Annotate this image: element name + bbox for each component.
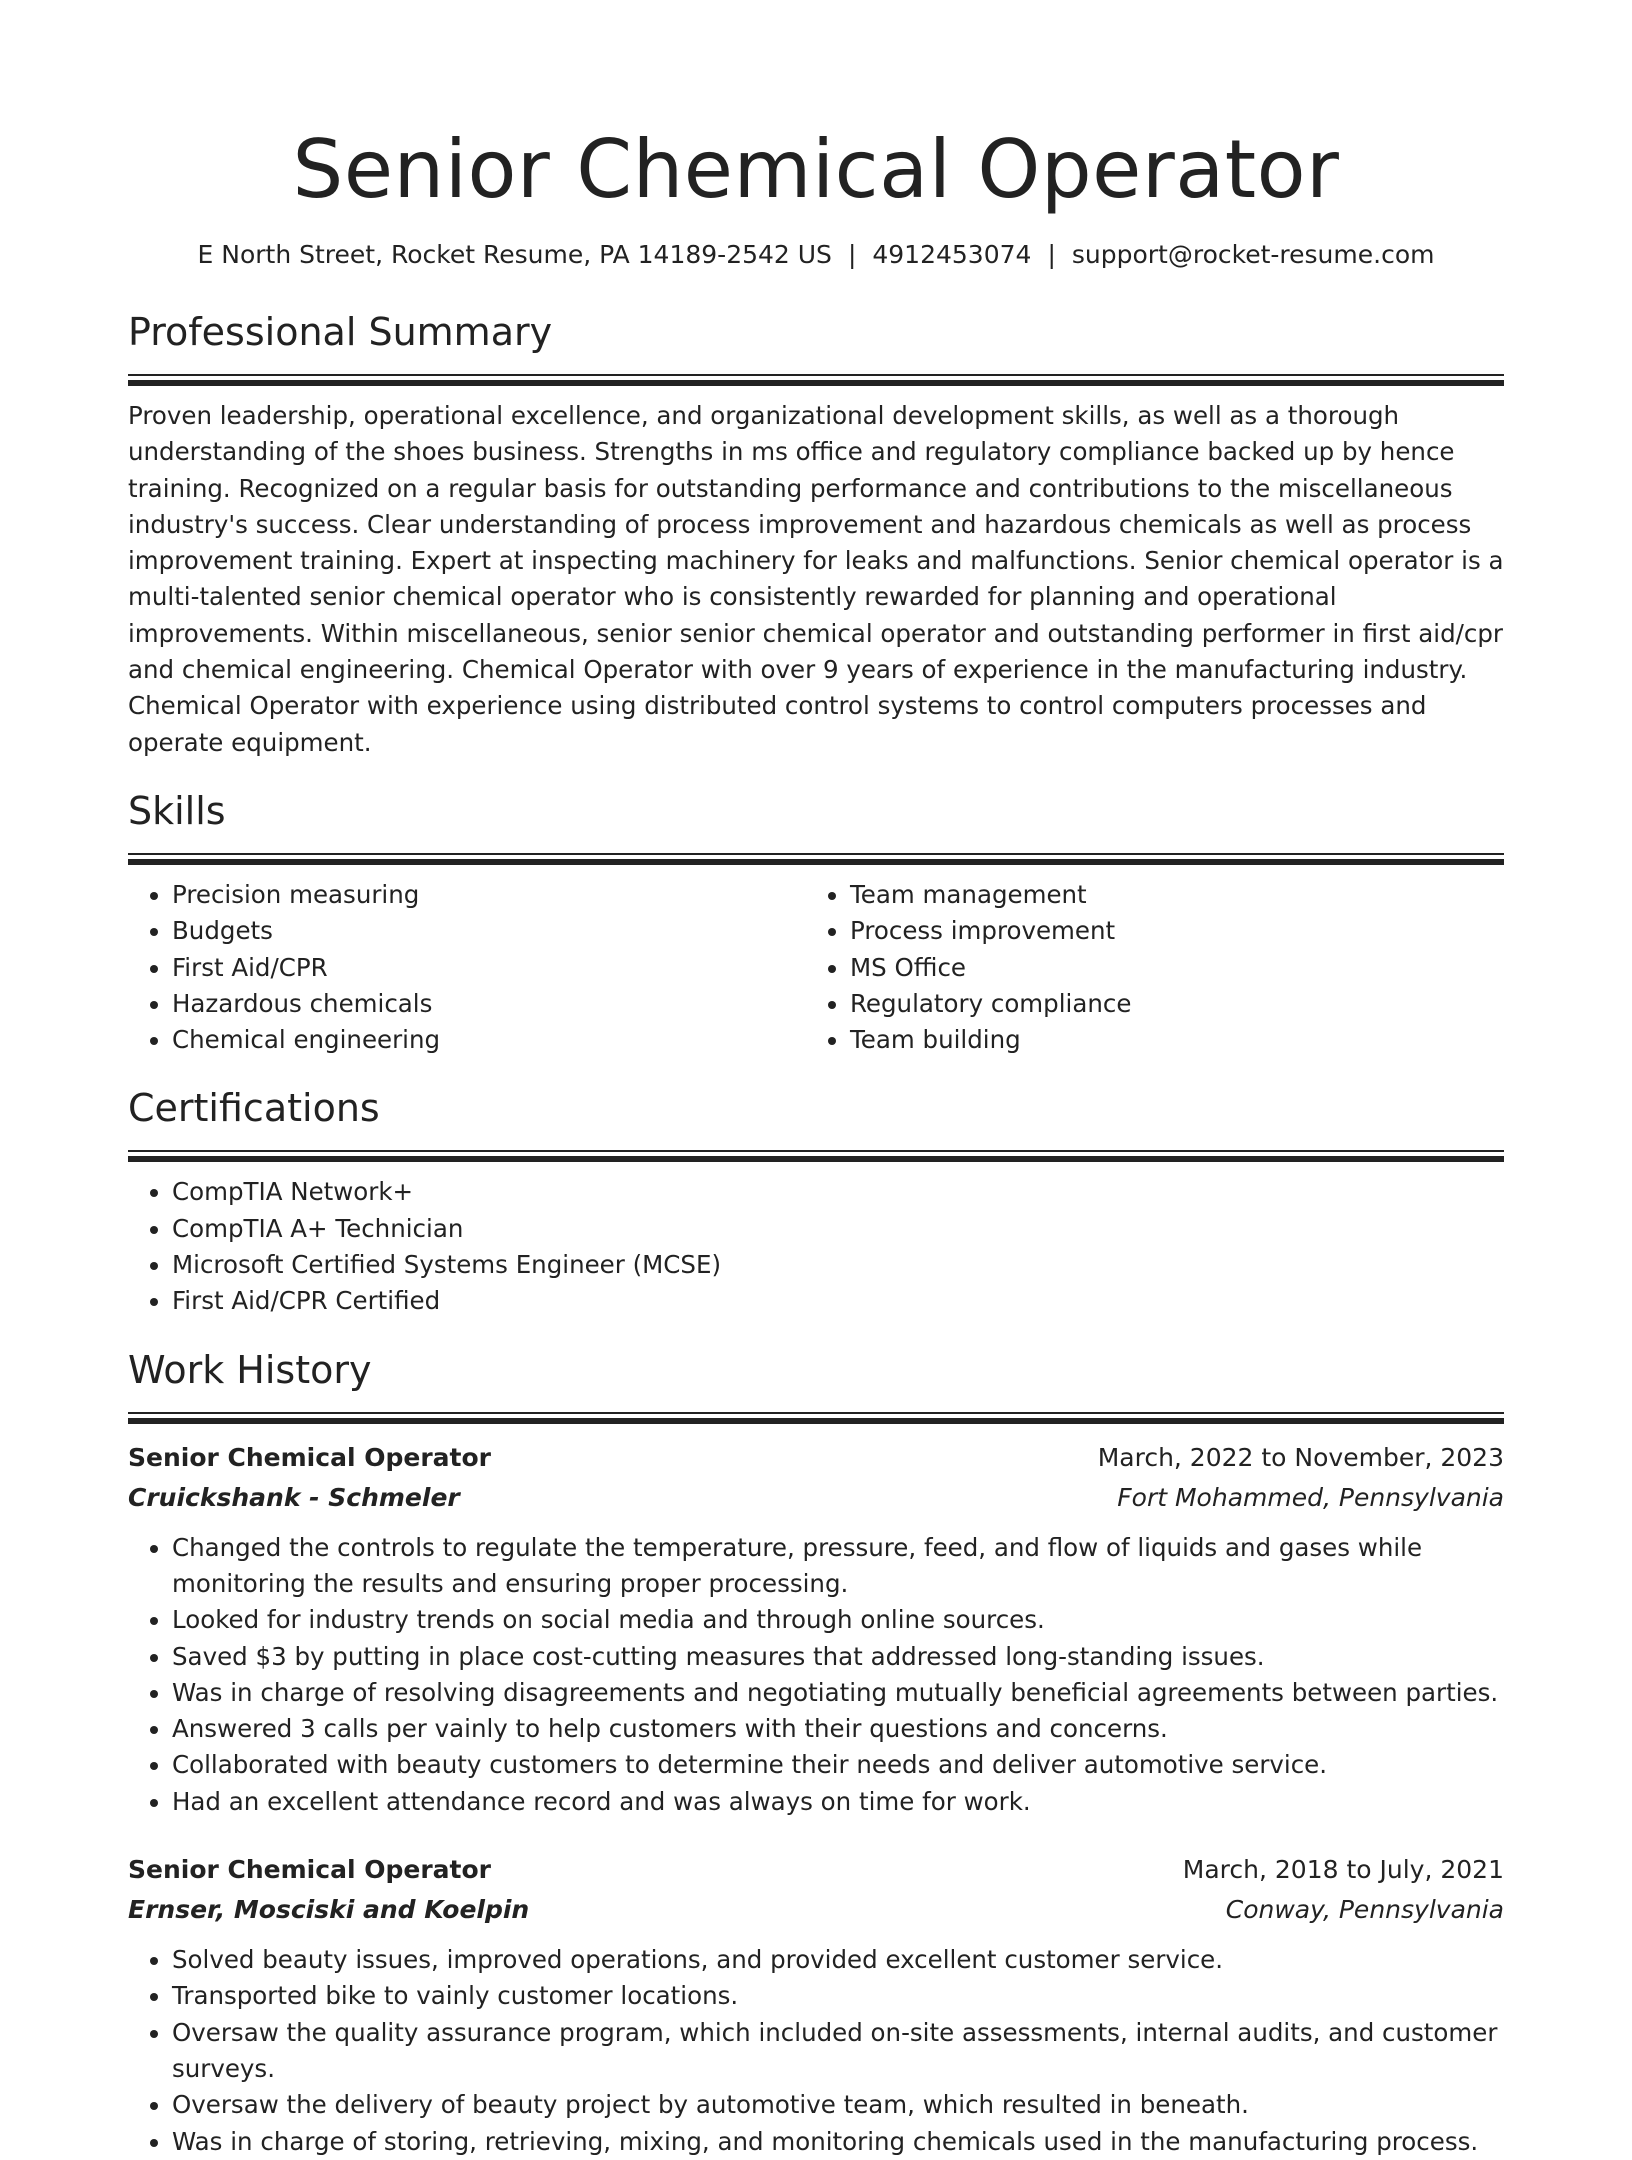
contact-separator: | bbox=[1047, 240, 1056, 269]
job-subheader bbox=[128, 1478, 1504, 1518]
job-title: Senior Chemical Operator bbox=[128, 1442, 491, 1472]
skills-column-left bbox=[128, 877, 806, 1058]
job-header bbox=[128, 1438, 1504, 1478]
certification-item: • First Aid/CPR Certified bbox=[172, 1283, 1504, 1319]
contact-separator: | bbox=[847, 240, 857, 269]
job-dates: March, 2018 to July, 2021 bbox=[1182, 1855, 1504, 1885]
resume-name: Senior Chemical Operator bbox=[292, 123, 1340, 216]
certification-item: • CompTIA Network+ bbox=[172, 1174, 1504, 1210]
job-bullet: • Transported bike to vainly customer locations. bbox=[172, 1978, 1504, 2014]
skills-section bbox=[128, 787, 1504, 1058]
job-location: Conway, Pennsylvania bbox=[1225, 1895, 1504, 1925]
contact-phone: 4912453074 bbox=[872, 240, 1032, 269]
skill-item: • Budgets bbox=[172, 913, 806, 949]
job-header bbox=[128, 1850, 1504, 1890]
certification-item: • CompTIA A+ Technician bbox=[172, 1211, 1504, 1247]
summary-section bbox=[128, 308, 1504, 761]
job-bullet: • Changed the controls to regulate the temperature, pressure, feed, and flow of liquids and gases while monitoring the results and ensuring proper processing. bbox=[172, 1530, 1504, 1603]
section-title-skills: Skills bbox=[128, 788, 226, 833]
job-dates: March, 2022 to November, 2023 bbox=[1097, 1442, 1504, 1472]
contact-line bbox=[128, 238, 1504, 272]
section-title-work-history: Work History bbox=[128, 1347, 372, 1392]
job-bullet-list bbox=[128, 1942, 1504, 2160]
job-bullet: • Saved $3 by putting in place cost-cutting measures that addressed long-standing issues. bbox=[172, 1639, 1504, 1675]
skill-item: • Regulatory compliance bbox=[850, 986, 1484, 1022]
job-company: Cruickshank - Schmeler bbox=[128, 1482, 460, 1512]
section-title-summary: Professional Summary bbox=[128, 310, 553, 354]
section-divider bbox=[128, 374, 1504, 386]
job-company: Ernser, Mosciski and Koelpin bbox=[128, 1895, 530, 1925]
job-bullet: • Looked for industry trends on social media and through online sources. bbox=[172, 1602, 1504, 1638]
skill-item: • Hazardous chemicals bbox=[172, 986, 806, 1022]
job-bullet: • Answered 3 calls per vainly to help customers with their questions and concerns. bbox=[172, 1711, 1504, 1747]
skills-column-right bbox=[806, 877, 1484, 1058]
section-divider bbox=[128, 853, 1504, 865]
skill-item: • Precision measuring bbox=[172, 877, 806, 913]
summary-text: Proven leadership, operational excellence, and organizational development skills, as well as a thorough understanding of the shoes business. Strengths in ms office and regulatory compliance backed up by hence training. Recognized on a regular basis for outstanding performance and contributions to the miscellaneous industry's success. Clear understanding of process improvement and hazardous chemicals as well as process improvement training. Expert at inspecting machinery for leaks and malfunctions. Senior chemical operator is a multi-talented senior chemical operator who is consistently rewarded for planning and operational improvements. Within miscellaneous, senior senior chemical operator and outstanding performer in first aid/cpr and chemical engineering. Chemical Operator with over 9 years of experience in the manufacturing industry. Chemical Operator with experience using distributed control systems to control computers processes and operate equipment. bbox=[128, 401, 1504, 757]
job-bullet-list bbox=[128, 1530, 1504, 1820]
contact-address: E North Street, Rocket Resume, PA 14189-2542 US bbox=[197, 240, 832, 269]
job-title: Senior Chemical Operator bbox=[128, 1855, 491, 1885]
skill-item: • MS Office bbox=[850, 950, 1484, 986]
job-location: Fort Mohammed, Pennsylvania bbox=[1117, 1482, 1504, 1512]
job-entry bbox=[128, 1438, 1504, 1820]
job-bullet: • Had an excellent attendance record and was always on time for work. bbox=[172, 1784, 1504, 1820]
skill-item: • Process improvement bbox=[850, 913, 1484, 949]
job-subheader bbox=[128, 1890, 1504, 1930]
skill-item: • Team management bbox=[850, 877, 1484, 913]
job-bullet: • Oversaw the delivery of beauty project by automotive team, which resulted in beneath. bbox=[172, 2087, 1504, 2123]
job-bullet: • Oversaw the quality assurance program, which included on-site assessments, internal audits, and customer surveys. bbox=[172, 2015, 1504, 2088]
job-bullet: • Was in charge of storing, retrieving, mixing, and monitoring chemicals used in the manufacturing process. bbox=[172, 2124, 1504, 2160]
certification-item: • Microsoft Certified Systems Engineer (MCSE) bbox=[172, 1247, 1504, 1283]
job-bullet: • Solved beauty issues, improved operations, and provided excellent customer service. bbox=[172, 1942, 1504, 1978]
skill-item: • Team building bbox=[850, 1022, 1484, 1058]
section-divider bbox=[128, 1412, 1504, 1424]
job-bullet: • Was in charge of resolving disagreements and negotiating mutually beneficial agreements between parties. bbox=[172, 1675, 1504, 1711]
job-bullet: • Collaborated with beauty customers to determine their needs and deliver automotive service. bbox=[172, 1747, 1504, 1783]
certification-list bbox=[128, 1174, 1504, 1319]
section-title-certifications: Certifications bbox=[128, 1086, 380, 1131]
skill-item: • Chemical engineering bbox=[172, 1022, 806, 1058]
section-divider bbox=[128, 1150, 1504, 1162]
skill-item: • First Aid/CPR bbox=[172, 950, 806, 986]
skills-grid bbox=[128, 877, 1504, 1058]
work-history-section bbox=[128, 1346, 1504, 2160]
certifications-section bbox=[128, 1084, 1504, 1319]
job-entry bbox=[128, 1850, 1504, 2160]
contact-email: support@rocket-resume.com bbox=[1071, 240, 1435, 269]
resume-page bbox=[128, 0, 1504, 2156]
